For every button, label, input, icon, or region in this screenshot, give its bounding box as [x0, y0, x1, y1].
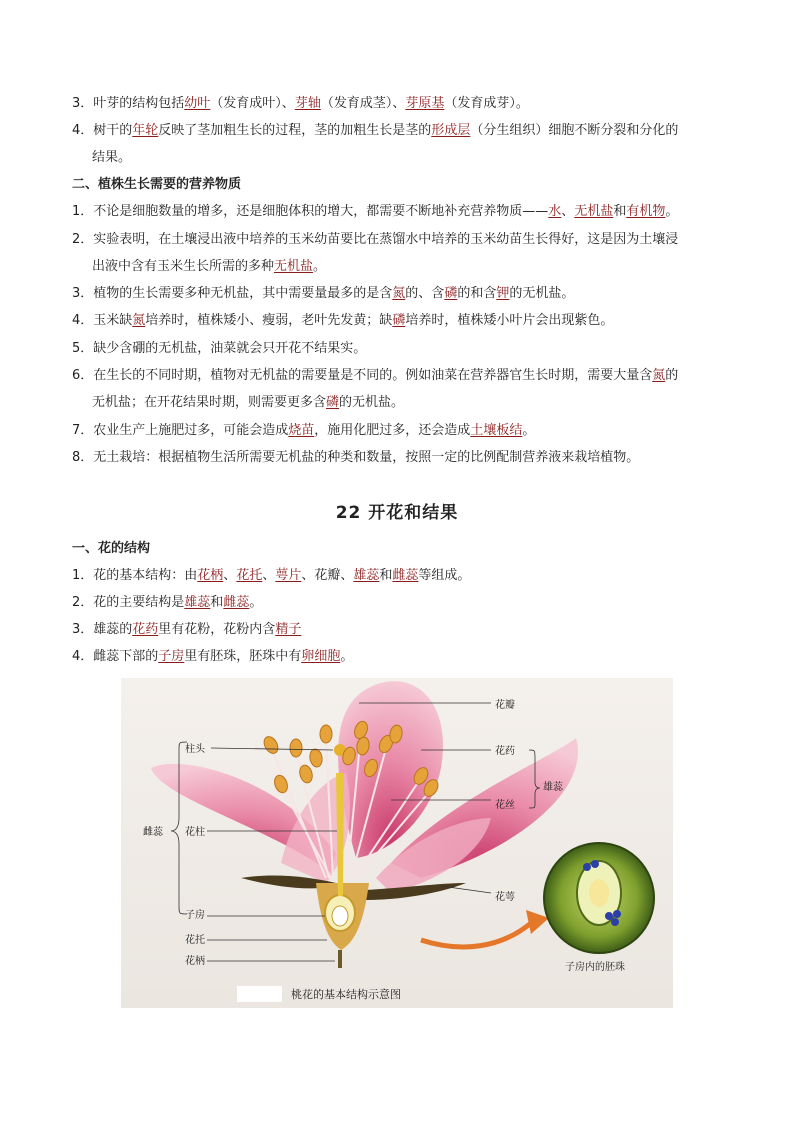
text: ，施用化肥过多，还会造成 [314, 423, 471, 438]
answer: 钾 [496, 286, 510, 301]
text: 6．在生长的不同时期，植物对无机盐的需要量是不同的。例如油菜在营养器官生长时期，需要大量含 [72, 368, 653, 383]
label-stamen: 雄蕊 [543, 782, 563, 793]
answer: 磷 [326, 395, 340, 410]
label-petal: 花瓣 [495, 700, 515, 711]
answer: 雄蕊 [184, 595, 211, 610]
answer: 雌蕊 [392, 568, 419, 583]
text: 8．无土栽培：根据植物生活所需要无机盐的种类和数量，按照一定的比例配制营养液来栽培植物。 [72, 450, 640, 465]
label-filament: 花丝 [495, 800, 515, 811]
text: 5．缺少含硼的无机盐，油菜就会只开花不结果实。 [72, 341, 367, 356]
text: 4．玉米缺 [72, 313, 133, 328]
answer: 芽原基 [405, 96, 445, 111]
text-line [72, 285, 732, 303]
text: （发育成叶）、 [210, 96, 295, 111]
answer: 氮 [652, 368, 666, 383]
label-inset: 子房内的胚珠 [565, 962, 625, 973]
answer: 无机盐 [574, 204, 614, 219]
answer: 氮 [392, 286, 406, 301]
answer: 雌蕊 [223, 595, 250, 610]
text: 4．雌蕊下部的 [72, 649, 159, 664]
answer: 卵细胞 [301, 649, 341, 664]
answer: 氮 [132, 313, 146, 328]
text-line [72, 648, 732, 666]
answer: 子房 [158, 649, 185, 664]
text: 3．雄蕊的 [72, 622, 133, 637]
text: （分生组织）细胞不断分裂和分化的 [470, 123, 679, 138]
text-line [72, 340, 732, 358]
text-line [92, 394, 752, 412]
answer: 花托 [236, 568, 263, 583]
section-heading: 一、花的结构 [72, 541, 151, 556]
answer: 烧苗 [288, 423, 315, 438]
label-style: 花柱 [185, 827, 205, 838]
answer: 芽轴 [294, 96, 321, 111]
text: 。 [522, 423, 536, 438]
text: 的、含 [405, 286, 445, 301]
answer: 磷 [392, 313, 406, 328]
text: 、花瓣、 [301, 568, 354, 583]
text: 2．花的主要结构是 [72, 595, 185, 610]
text: 1．花的基本结构：由 [72, 568, 198, 583]
text: 和 [613, 204, 627, 219]
text: 培养时，植株矮小、瘦弱，老叶先发黄；缺 [145, 313, 393, 328]
answer: 有机物 [626, 204, 666, 219]
caption-blank-box [237, 986, 282, 1002]
text: 结果。 [92, 150, 132, 165]
text: （发育成芽）。 [444, 96, 529, 111]
text: 、 [561, 204, 575, 219]
text: 的无机盐。 [339, 395, 405, 410]
answer: 萼片 [275, 568, 302, 583]
text: 里有花粉，花粉内含 [158, 622, 276, 637]
answer: 雄蕊 [353, 568, 380, 583]
text: 、 [262, 568, 276, 583]
flower-structure-diagram [121, 678, 673, 1008]
label-receptacle: 花托 [185, 935, 205, 946]
text: 1．不论是细胞数量的增多，还是细胞体积的增大，都需要不断地补充营养物质—— [72, 204, 549, 219]
text-line [72, 449, 732, 467]
text-line [72, 367, 732, 385]
answer: 无机盐 [274, 259, 314, 274]
text: 培养时，植株矮小叶片会出现紫色。 [405, 313, 614, 328]
text: 等组成。 [418, 568, 471, 583]
answer: 土壤板结 [470, 423, 523, 438]
text: 的 [665, 368, 679, 383]
text-line [72, 567, 732, 585]
text: 。 [313, 259, 327, 274]
text: 2．实验表明，在土壤浸出液中培养的玉米幼苗要比在蒸馏水中培养的玉米幼苗生长得好，这是因为土壤浸 [72, 232, 679, 247]
text: 的无机盐。 [509, 286, 575, 301]
label-stigma: 柱头 [185, 744, 205, 755]
text: 4．树干的 [72, 123, 133, 138]
text: 出液中含有玉米生长所需的多种 [92, 259, 275, 274]
chapter-title: 22 开花和结果 [335, 503, 459, 523]
text: 的和含 [457, 286, 497, 301]
text-line [72, 594, 732, 612]
answer: 磷 [444, 286, 458, 301]
text: 、 [223, 568, 237, 583]
text-line [72, 203, 732, 221]
label-sepal: 花萼 [495, 892, 515, 903]
text: 3．植物的生长需要多种无机盐，其中需要量最多的是含 [72, 286, 393, 301]
inset-embryo-sac [589, 879, 609, 907]
answer: 幼叶 [184, 96, 211, 111]
ovule [332, 906, 348, 926]
text: 里有胚珠，胚珠中有 [184, 649, 302, 664]
label-pistil: 雌蕊 [143, 827, 163, 838]
text: 。 [249, 595, 263, 610]
label-ovary: 子房 [185, 910, 205, 921]
answer: 年轮 [132, 123, 159, 138]
text: 3．叶芽的结构包括 [72, 96, 185, 111]
text: 7．农业生产上施肥过多，可能会造成 [72, 423, 289, 438]
text: 。 [665, 204, 679, 219]
text-line [72, 231, 732, 249]
figure-caption: 桃花的基本结构示意图 [291, 988, 401, 1001]
text: 反映了茎加粗生长的过程，茎的加粗生长是茎的 [158, 123, 432, 138]
text: 和 [379, 568, 393, 583]
text: （发育成茎）、 [320, 96, 406, 111]
answer: 形成层 [431, 123, 471, 138]
text-line [72, 621, 732, 639]
text-line [92, 149, 752, 167]
answer: 精子 [275, 622, 302, 637]
text-line [72, 312, 732, 330]
answer: 花药 [132, 622, 159, 637]
text-line [72, 422, 732, 440]
answer: 花柄 [197, 568, 224, 583]
label-anther: 花药 [495, 746, 515, 757]
text: 无机盐；在开花结果时期，则需要更多含 [92, 395, 327, 410]
answer: 水 [548, 204, 562, 219]
text-line [72, 95, 732, 113]
text-line [72, 122, 732, 140]
text: 和 [210, 595, 224, 610]
label-pedicel: 花柄 [185, 956, 205, 967]
text-line [92, 258, 752, 276]
section-heading: 二、植株生长需要的营养物质 [72, 177, 242, 192]
text: 。 [340, 649, 354, 664]
